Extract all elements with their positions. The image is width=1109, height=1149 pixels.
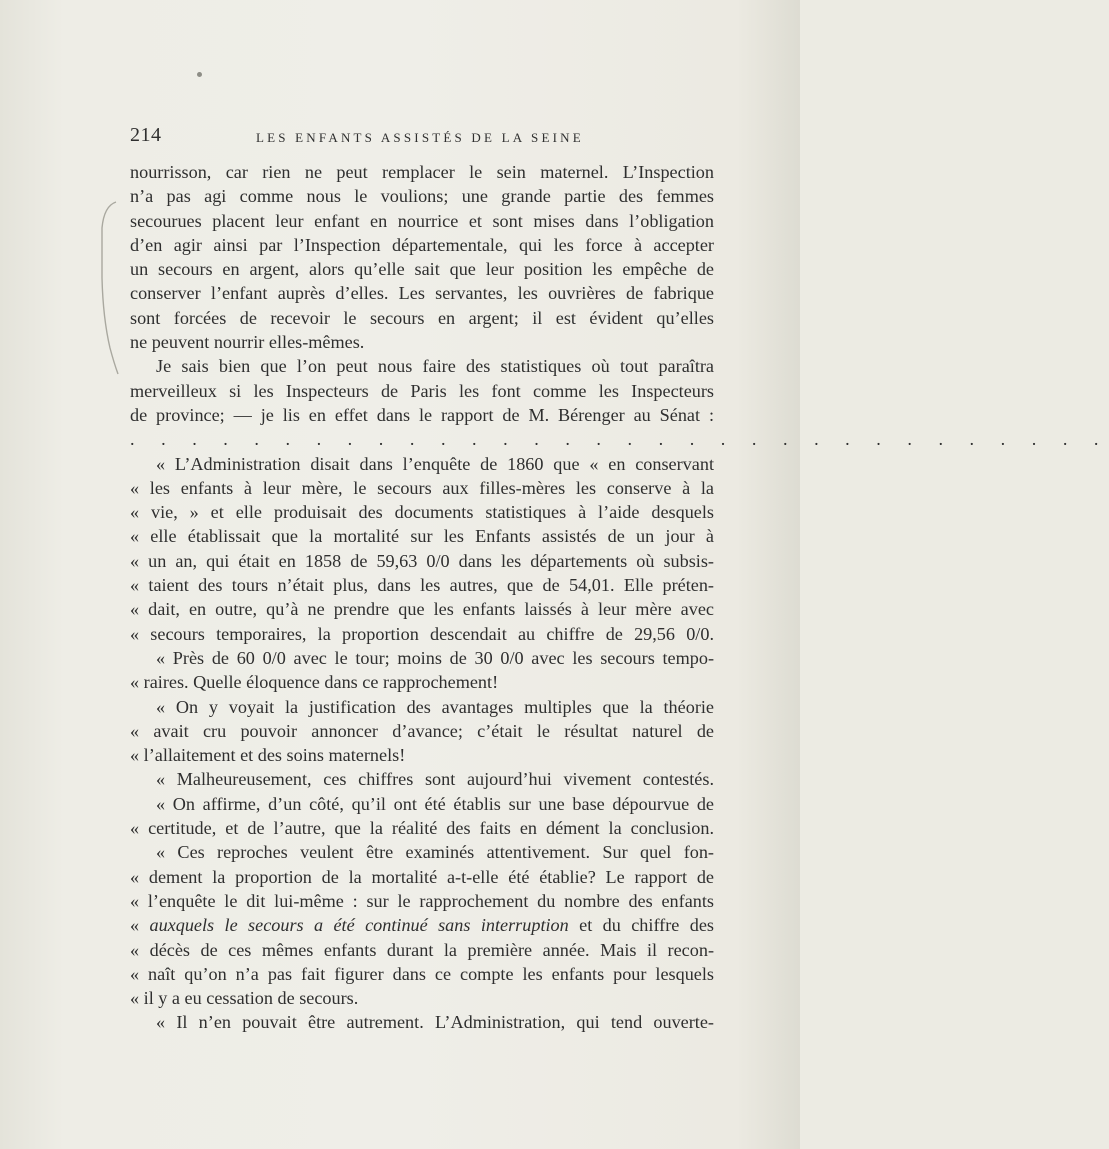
margin-pencil-mark	[90, 198, 120, 378]
quote-line-italic	[130, 913, 714, 937]
quote-line: « On y voyait la justification des avantages multiples que la théorie	[156, 696, 714, 717]
italic-phrase: auxquels le secours a été continué sans interruption	[149, 915, 569, 936]
quote-line: « décès de ces mêmes enfants durant la première année. Mais il recon-	[130, 939, 714, 960]
quote-line: « taient des tours n’était plus, dans les autres, que de 54,01. Elle préten-	[130, 575, 714, 596]
text-line: de province; — je lis en effet dans le rapport de M. Bérenger au Sénat :	[130, 404, 714, 425]
text-line: conserver l’enfant auprès d’elles. Les servantes, les ouvrières de fabrique	[130, 283, 714, 304]
quote-line: « certitude, et de l’autre, que la réalité des faits en dément la conclusion.	[130, 818, 714, 839]
quote-line: « naît qu’on n’a pas fait figurer dans ce compte les enfants pour lesquels	[130, 963, 714, 984]
ellipsis-row: . . . . . . . . . . . . . . . . . . . . . . . . . . . . . . . .	[130, 429, 1109, 450]
quote-mark: «	[130, 915, 150, 936]
quote-line: « L’Administration disait dans l’enquête de 1860 que « en conservant	[156, 453, 714, 474]
ink-spot	[197, 72, 202, 77]
text-line: merveilleux si les Inspecteurs de Paris les font comme les Inspecteurs	[130, 380, 714, 401]
text-line: ne peuvent nourrir elles-mêmes.	[130, 332, 365, 353]
quote-line: « vie, » et elle produisait des documents statistiques à l’aide desquels	[130, 502, 714, 523]
quote-line: « un an, qui était en 1858 de 59,63 0/0 dans les départements où subsis-	[130, 550, 714, 571]
quote-line: « avait cru pouvoir annoncer d’avance; c’était le résultat naturel de	[130, 720, 714, 741]
text-line: sont forcées de recevoir le secours en argent; il est évident qu’elles	[130, 307, 714, 328]
body-text	[130, 160, 1109, 1035]
text-line: secourues placent leur enfant en nourrice et sont mises dans l’obligation	[130, 210, 714, 231]
quote-line: « raires. Quelle éloquence dans ce rapprochement!	[130, 672, 499, 693]
page-number: 214	[130, 124, 162, 146]
text-line: n’a pas agi comme nous le voulions; une grande partie des femmes	[130, 186, 714, 207]
running-head: LES ENFANTS ASSISTÉS DE LA SEINE	[256, 130, 584, 145]
quote-line: « Ces reproches veulent être examinés attentivement. Sur quel fon-	[156, 842, 714, 863]
page-header	[130, 124, 714, 154]
quote-line: « secours temporaires, la proportion descendait au chiffre de 29,56 0/0.	[130, 623, 714, 644]
quote-line-end: et du chiffre des	[568, 915, 714, 936]
quote-line: « il y a eu cessation de secours.	[130, 988, 359, 1009]
quote-line: « On affirme, d’un côté, qu’il ont été établis sur une base dépourvue de	[156, 793, 714, 814]
quote-line: « dement la proportion de la mortalité a-t-elle été établie? Le rapport de	[130, 866, 714, 887]
quote-line: « Malheureusement, ces chiffres sont aujourd’hui vivement contestés.	[156, 769, 714, 790]
quote-line: « Près de 60 0/0 avec le tour; moins de 30 0/0 avec les secours tempo-	[156, 647, 714, 668]
quote-line: « l’enquête le dit lui-même : sur le rapprochement du nombre des enfants	[130, 890, 714, 911]
quote-line: « Il n’en pouvait être autrement. L’Administration, qui tend ouverte-	[156, 1012, 714, 1033]
text-line: Je sais bien que l’on peut nous faire des statistiques où tout paraîtra	[156, 356, 714, 377]
quote-line: « elle établissait que la mortalité sur les Enfants assistés de un jour à	[130, 526, 714, 547]
text-line: d’en agir ainsi par l’Inspection départementale, qui les force à accepter	[130, 234, 714, 255]
quote-line: « les enfants à leur mère, le secours aux filles-mères les conserve à la	[130, 477, 714, 498]
quote-line: « l’allaitement et des soins maternels!	[130, 745, 406, 766]
text-line: nourrisson, car rien ne peut remplacer le sein maternel. L’Inspection	[130, 162, 714, 182]
text-line: un secours en argent, alors qu’elle sait que leur position les empêche de	[130, 259, 714, 280]
quote-line: « dait, en outre, qu’à ne prendre que les enfants laissés à leur mère avec	[130, 599, 714, 620]
